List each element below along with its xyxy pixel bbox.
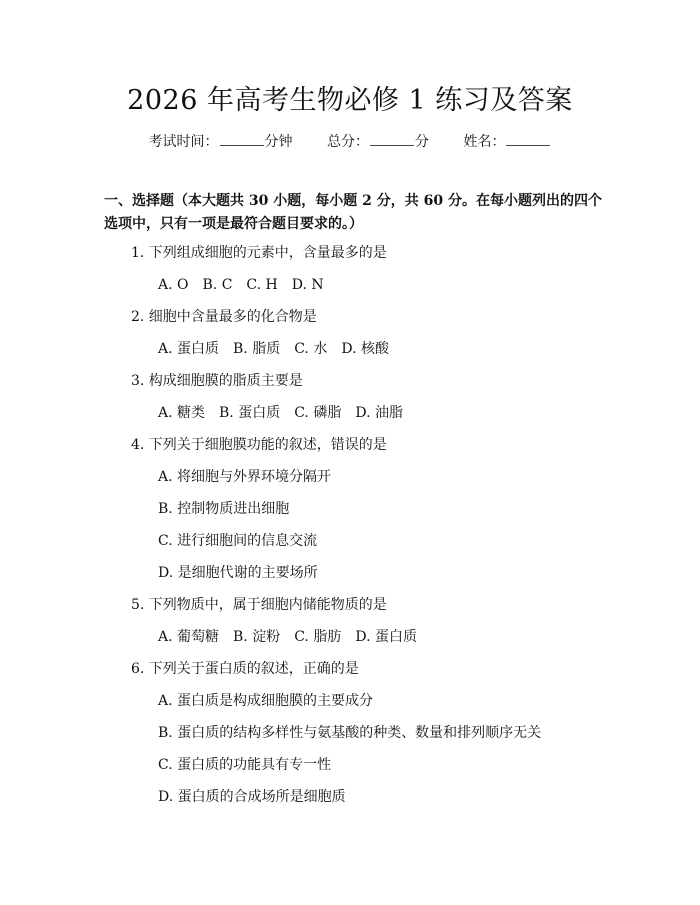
answer-option[interactable]: D. 蛋白质 — [355, 629, 417, 645]
answer-option[interactable]: D. 是细胞代谢的主要场所 — [158, 565, 318, 581]
student-name-field — [463, 131, 551, 151]
total-score-label: 总分： — [327, 134, 369, 150]
question-list — [131, 241, 601, 817]
answer-option[interactable]: A. 蛋白质 — [158, 341, 220, 357]
exam-time-unit: 分钟 — [264, 134, 293, 150]
total-score-field — [327, 131, 429, 151]
answer-option[interactable]: A. 糖类 — [158, 405, 206, 421]
exam-info-line — [0, 131, 700, 151]
answer-option[interactable]: C. 脂肪 — [294, 629, 342, 645]
answer-option[interactable]: A. 葡萄糖 — [158, 629, 220, 645]
exam-time-blank[interactable] — [220, 133, 264, 146]
answer-option[interactable]: C. 进行细胞间的信息交流 — [158, 533, 318, 549]
answer-option[interactable]: B. 脂质 — [233, 341, 281, 357]
answer-option[interactable]: D. 核酸 — [341, 341, 389, 357]
total-score-unit: 分 — [415, 134, 429, 150]
question-stem: 3. 构成细胞膜的脂质主要是 — [131, 373, 303, 389]
answer-option[interactable]: B. 控制物质进出细胞 — [158, 501, 290, 517]
exam-time-label: 考试时间： — [148, 134, 219, 150]
question-stem: 1. 下列组成细胞的元素中，含量最多的是 — [131, 245, 387, 261]
answer-option[interactable]: D. 油脂 — [355, 405, 403, 421]
question-stem: 5. 下列物质中，属于细胞内储能物质的是 — [131, 597, 387, 613]
answer-option[interactable]: B. C — [202, 277, 233, 293]
answer-option[interactable]: B. 蛋白质 — [219, 405, 281, 421]
question-stem: 6. 下列关于蛋白质的叙述，正确的是 — [131, 661, 359, 677]
answer-option[interactable]: A. 蛋白质是构成细胞膜的主要成分 — [158, 693, 374, 709]
question-options — [131, 401, 601, 433]
question-stem: 4. 下列关于细胞膜功能的叙述，错误的是 — [131, 437, 387, 453]
section-heading: 一、选择题（本大题共 30 小题，每小题 2 分，共 60 分。在每小题列出的四个选项中，只有一项是最符合题目要求的。） — [104, 193, 602, 232]
student-name-blank[interactable] — [506, 133, 550, 146]
exam-time-field — [149, 131, 293, 151]
answer-option[interactable]: C. 水 — [294, 341, 328, 357]
answer-option[interactable]: B. 蛋白质的结构多样性与氨基酸的种类、数量和排列顺序无关 — [158, 725, 542, 741]
total-score-blank[interactable] — [370, 133, 414, 146]
answer-option[interactable]: C. H — [246, 277, 278, 293]
answer-option[interactable]: D. 蛋白质的合成场所是细胞质 — [158, 789, 346, 805]
question-options — [131, 625, 601, 657]
question-options — [131, 273, 601, 305]
question-stem: 2. 细胞中含量最多的化合物是 — [131, 309, 317, 325]
answer-option[interactable]: A. 将细胞与外界环境分隔开 — [158, 469, 332, 485]
answer-option[interactable]: C. 蛋白质的功能具有专一性 — [158, 757, 332, 773]
page-title: 2026 年高考生物必修 1 练习及答案 — [127, 85, 573, 116]
answer-option[interactable]: D. N — [291, 277, 324, 293]
answer-option[interactable]: B. 淀粉 — [233, 629, 281, 645]
answer-option[interactable]: A. O — [158, 277, 189, 293]
answer-option[interactable]: C. 磷脂 — [294, 405, 342, 421]
question-options — [131, 337, 601, 369]
student-name-label: 姓名： — [463, 134, 506, 150]
